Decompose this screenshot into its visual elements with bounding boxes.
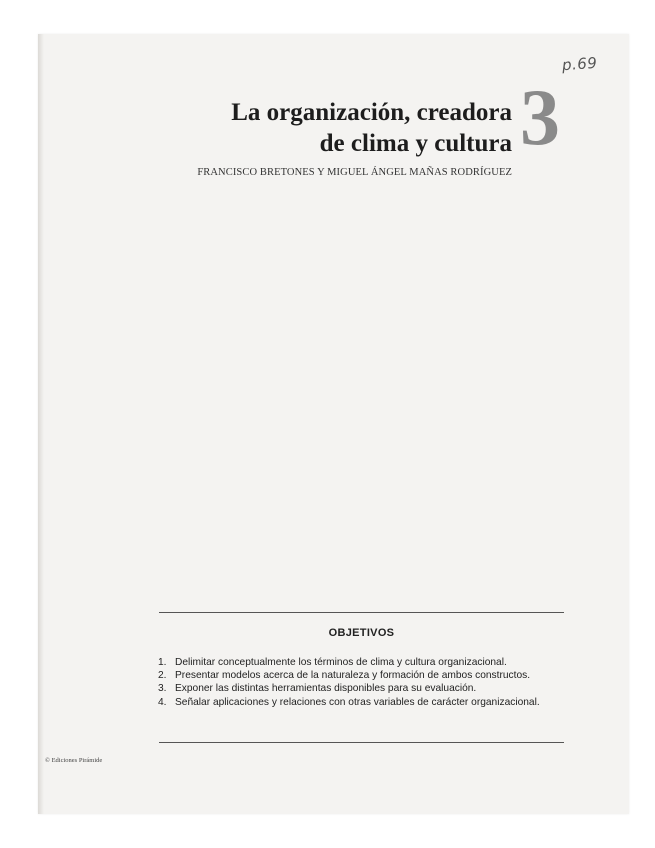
- objective-text: Presentar modelos acerca de la naturaleza y formación de ambos constructos.: [175, 670, 531, 682]
- objective-item: [158, 656, 568, 669]
- objective-text: Señalar aplicaciones y relaciones con otras variables de carácter organizacional.: [175, 696, 540, 708]
- objective-number: 2.: [158, 670, 167, 682]
- objective-number: 3.: [158, 683, 167, 695]
- chapter-title-line-2: de clima y cultura: [319, 130, 512, 157]
- objective-item: [158, 682, 568, 695]
- objectives-bottom-rule: [159, 742, 564, 743]
- objectives-list: [158, 656, 568, 709]
- publisher-footer: © Ediciones Pirámide: [45, 757, 103, 764]
- objective-text: Exponer las distintas herramientas disponibles para su evaluación.: [175, 683, 477, 695]
- chapter-authors: FRANCISCO BRETONES Y MIGUEL ÁNGEL MAÑAS RODRÍGUEZ: [197, 167, 512, 178]
- objective-number: 1.: [158, 657, 167, 668]
- chapter-title: [231, 97, 512, 159]
- chapter-title-line-1: La organización, creadora: [231, 99, 512, 126]
- page-edge-shadow: [38, 34, 44, 814]
- objectives-top-rule: [159, 612, 564, 613]
- objective-item: [158, 669, 568, 682]
- objective-item: [158, 696, 568, 709]
- objective-text: Delimitar conceptualmente los términos de clima y cultura organizacional.: [175, 657, 507, 668]
- chapter-number: 3: [520, 74, 560, 162]
- handwritten-page-note: p.69: [561, 53, 598, 75]
- objectives-heading: OBJETIVOS: [328, 627, 395, 639]
- objective-number: 4.: [158, 696, 167, 708]
